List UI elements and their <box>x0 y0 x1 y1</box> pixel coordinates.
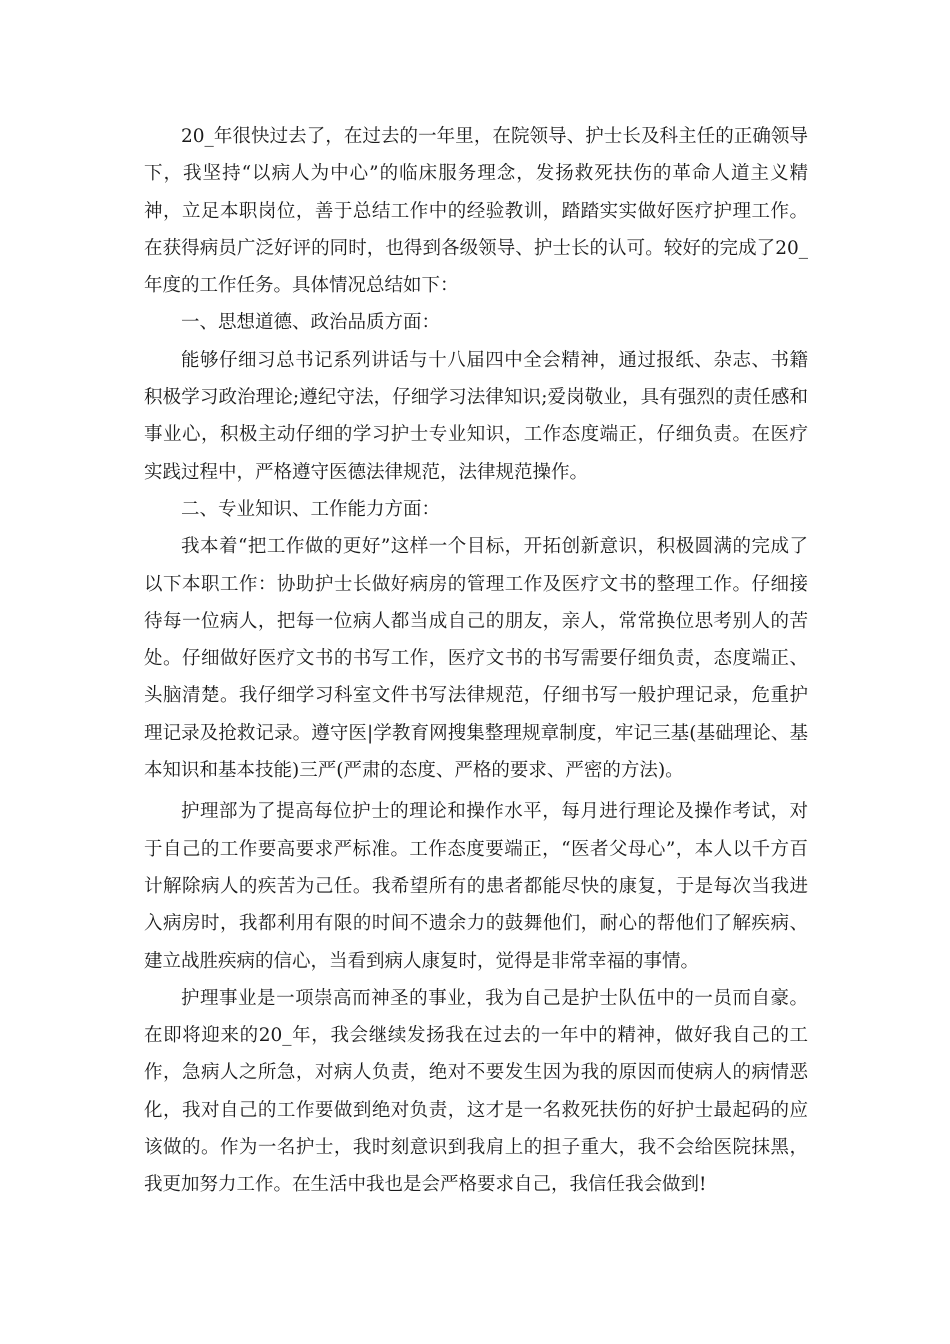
paragraph-professional: 我本着“把工作做的更好”这样一个目标，开拓创新意识，积极圆满的完成了以下本职工作：协助护士长做好病房的管理工作及医疗文书的整理工作。仔细接待每一位病人，把每一位病人都当成自己的朋友，亲人，常常换位思考别人的苦处。仔细做好医疗文书的书写工作，医疗文书的书写需要仔细负责，态度端正、头脑清楚。我仔细学习科室文件书写法律规范，仔细书写一般护理记录，危重护理记录及抢救记录。遵守医|学教育网搜集整理规章制度，牢记三基(基础理论、基本知识和基本技能)三严(严肃的态度、严格的要求、严密的方法)。 <box>144 536 808 782</box>
section-heading-professional: 二、专业知识、工作能力方面： <box>181 498 441 520</box>
paragraph-conclusion: 护理事业是一项崇高而神圣的事业，我为自己是护士队伍中的一员而自豪。在即将迎来的20_年，我会继续发扬我在过去的一年中的精神，做好我自己的工作，急病人之所急，对病人负责，绝对不要发生因为我的原因而使病人的病情恶化，我对自己的工作要做到绝对负责，这才是一名救死扶伤的好护士最起码的应该做的。作为一名护士，我时刻意识到我肩上的担子重大，我不会给医院抹黑，我更加努力工作。在生活中我也是会严格要求自己，我信任我会做到! <box>144 987 808 1196</box>
paragraph-ideology: 能够仔细习总书记系列讲话与十八届四中全会精神，通过报纸、杂志、书籍积极学习政治理论;遵纪守法，仔细学习法律知识;爱岗敬业，具有强烈的责任感和事业心，积极主动仔细的学习护士专业知识，工作态度端正，仔细负责。在医疗实践过程中，严格遵守医德法律规范，法律规范操作。 <box>144 349 808 483</box>
section-heading-ideology: 一、思想道德、政治品质方面： <box>181 312 441 334</box>
document-body <box>144 118 808 1204</box>
paragraph-nursing-dept: 护理部为了提高每位护士的理论和操作水平，每月进行理论及操作考试，对于自己的工作要高要求严标准。工作态度要端正，“医者父母心”，本人以千方百计解除病人的疾苦为己任。我希望所有的患者都能尽快的康复，于是每次当我进入病房时，我都利用有限的时间不遗余力的鼓舞他们，耐心的帮他们了解疾病、建立战胜疾病的信心，当看到病人康复时，觉得是非常幸福的事情。 <box>144 801 808 972</box>
paragraph-intro: 20_年很快过去了，在过去的一年里，在院领导、护士长及科主任的正确领导下，我坚持“以病人为中心”的临床服务理念，发扬救死扶伤的革命人道主义精神，立足本职岗位，善于总结工作中的经验教训，踏踏实实做好医疗护理工作。在获得病员广泛好评的同时，也得到各级领导、护士长的认可。较好的完成了20_年度的工作任务。具体情况总结如下： <box>144 126 808 297</box>
